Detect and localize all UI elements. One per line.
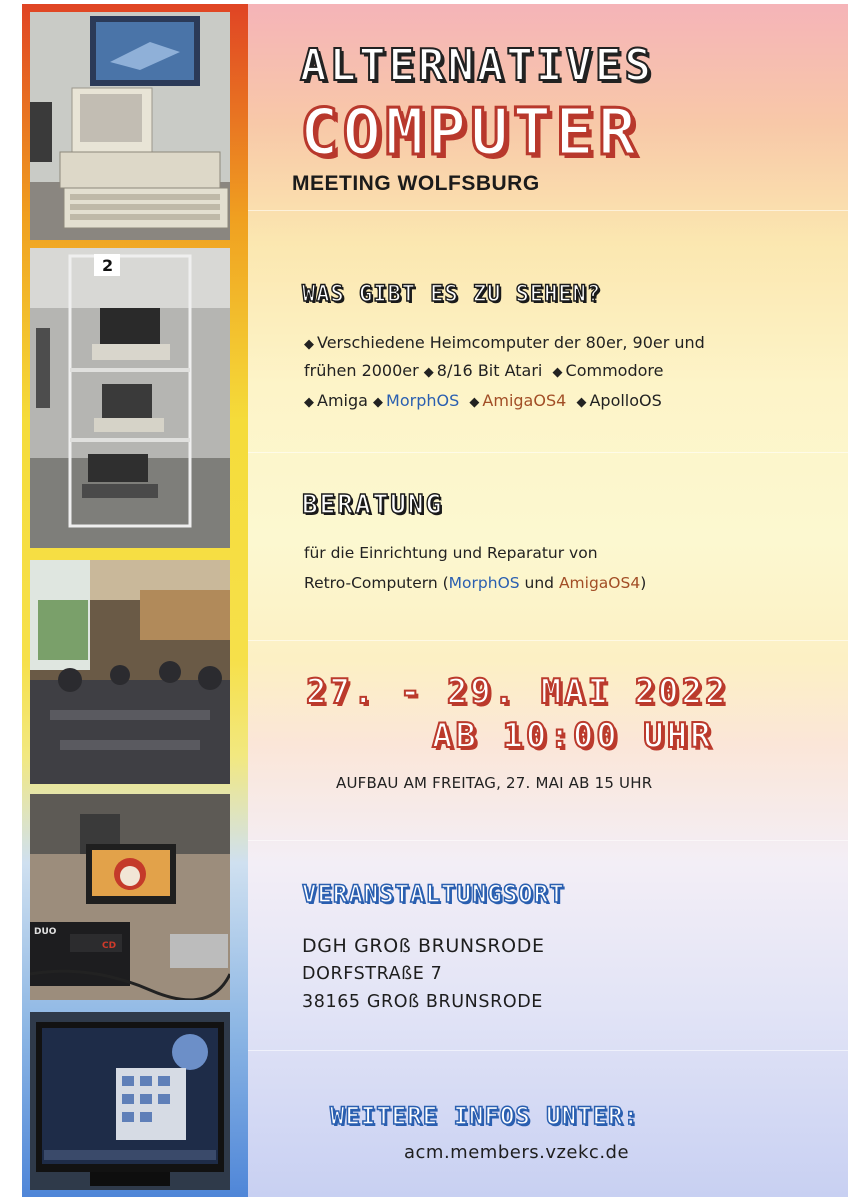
section-heading-info: WEITERE INFOS UNTER: [330, 1102, 639, 1130]
beratung-text-2c: und [519, 574, 559, 592]
section-heading-see: WAS GIBT ES ZU SEHEN? [302, 282, 602, 307]
beratung-text-2e: ) [640, 574, 647, 592]
photo-vintage-computer [30, 12, 230, 240]
setup-note: AUFBAU AM FREITAG, 27. MAI AB 15 UHR [336, 774, 653, 792]
bullet-icon: ◆ [373, 395, 384, 410]
beratung-text-2b: MorphOS [448, 574, 520, 592]
cd-label: CD [102, 941, 117, 951]
showcase-number: 2 [102, 256, 114, 275]
section-heading-venue: VERANSTALTUNGSORT [302, 880, 565, 908]
scanline [248, 840, 848, 841]
subtitle: MEETING WOLFSBURG [292, 172, 540, 195]
scanline [248, 210, 848, 211]
bullet-icon: ◆ [304, 395, 314, 410]
see-text-3b: MorphOS [386, 391, 460, 410]
title-line1: ALTERNATIVES [300, 40, 654, 91]
bullet-icon: ◆ [576, 395, 587, 410]
beratung-text-2d: AmigaOS4 [558, 574, 641, 592]
bullet-icon: ◆ [469, 395, 480, 410]
title-line2: COMPUTER [300, 96, 641, 170]
beratung-line-2 [304, 568, 646, 598]
photo-console-setup [30, 794, 230, 1000]
bullet-icon: ◆ [423, 365, 434, 380]
bullet-icon: ◆ [304, 337, 314, 352]
scanline [248, 452, 848, 453]
photo-morphos-desktop [30, 1012, 230, 1190]
venue-city: 38165 GROß BRUNSRODE [302, 992, 543, 1012]
scanline [248, 640, 848, 641]
see-text-1: Verschiedene Heimcomputer der 80er, 90er und [317, 333, 705, 352]
beratung-line-1: für die Einrichtung und Reparatur von [304, 544, 598, 562]
see-line-2 [304, 356, 663, 388]
see-text-3a: Amiga [317, 391, 368, 410]
scanline [248, 1050, 848, 1051]
see-text-2a: frühen 2000er [304, 361, 419, 380]
see-text-3d: ApolloOS [589, 391, 662, 410]
see-text-2b: 8/16 Bit Atari [436, 361, 543, 380]
event-time: AB 10:00 UHR [432, 716, 714, 756]
event-date: 27. - 29. MAI 2022 [306, 672, 729, 712]
see-text-3c: AmigaOS4 [482, 391, 567, 410]
bullet-icon: ◆ [552, 365, 563, 380]
beratung-text-2a: Retro-Computern ( [304, 574, 449, 592]
see-line-3 [304, 386, 662, 418]
venue-street: DORFSTRAßE 7 [302, 964, 443, 984]
console-brand: DUO [34, 927, 57, 937]
info-url-link[interactable]: acm.members.vzekc.de [404, 1142, 630, 1163]
photo-meeting-hall [30, 560, 230, 784]
see-text-2c: Commodore [565, 361, 664, 380]
venue-name: DGH GROß BRUNSRODE [302, 935, 545, 957]
photo-display-case [30, 248, 230, 548]
section-heading-beratung: BERATUNG [302, 490, 444, 520]
